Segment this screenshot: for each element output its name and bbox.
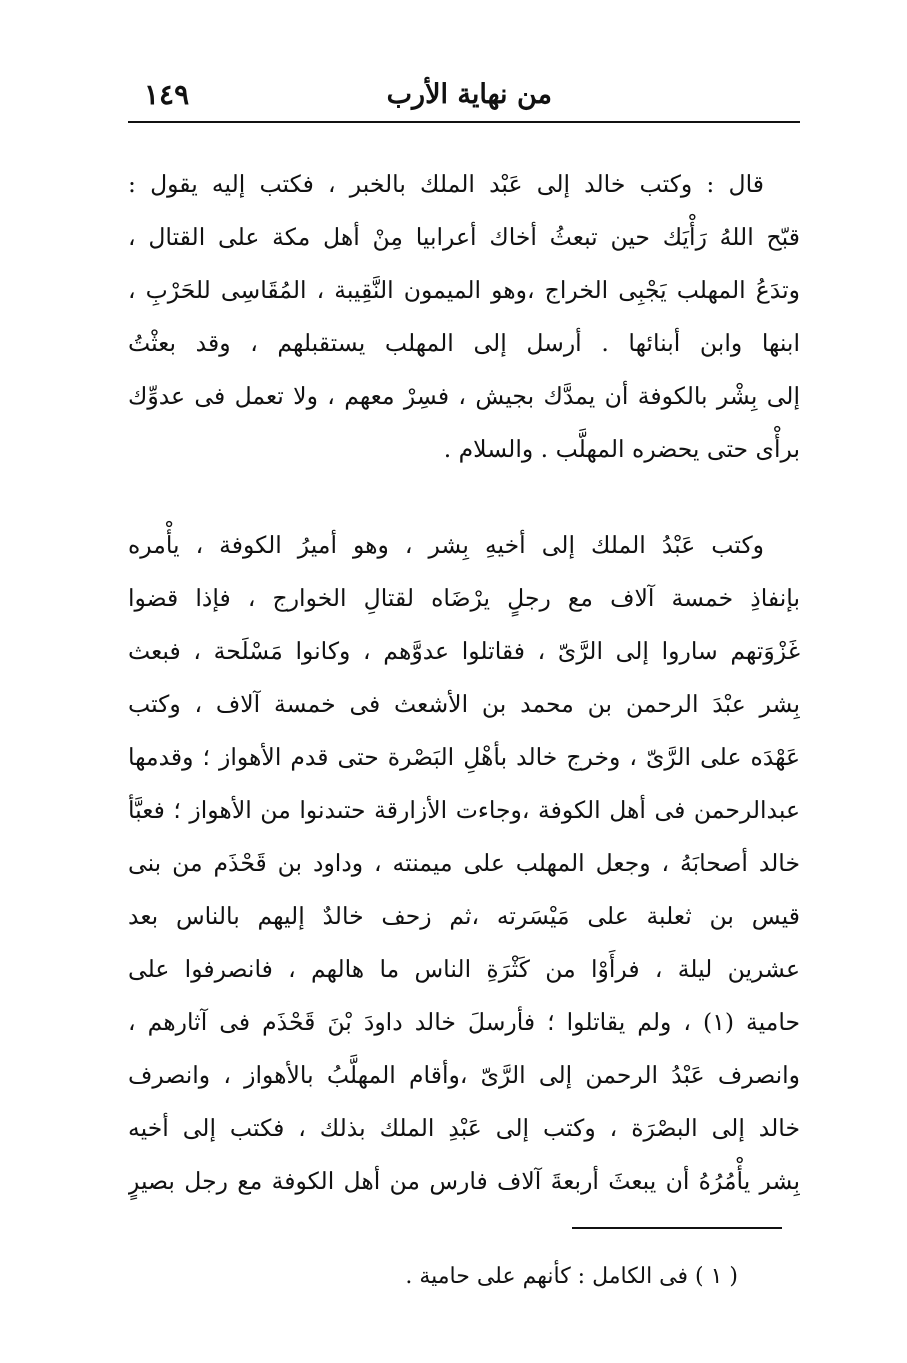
page-header bbox=[128, 74, 800, 118]
text-line: وكتب عَبْدُ الملك إلى أخيهِ بِشر ، وهو أميرُ الكوفة ، يأْمره bbox=[128, 531, 764, 559]
body-text bbox=[128, 158, 800, 1208]
text-line: قبّح اللهُ رَأْيَك حين تبعثُ أخاك أعرابيا مِنْ أهل مكة على القتال ، bbox=[128, 223, 800, 251]
text-line: غَزْوَتهم ساروا إلى الرَّىّ ، فقاتلوا عدوَّهم ، وكانوا مَسْلَحة ، فبعث bbox=[128, 637, 800, 665]
text-line: بإنفاذِ خمسة آلاف مع رجلٍ يرْضَاه لقتالِ الخوارج ، فإذا قضوا bbox=[128, 584, 800, 612]
header-rule bbox=[128, 121, 800, 123]
footnote: ( ١ ) فى الكامل : كأنهم على حامية . bbox=[405, 1264, 738, 1289]
text-line: عشرين ليلة ، فرأَوْا من كَثْرَةِ الناس ما هالهم ، فانصرفوا على bbox=[128, 955, 800, 983]
paragraph-2 bbox=[128, 519, 800, 1208]
text-line: ابنها وابن أبنائها . أرسل إلى المهلب يستقبلهم ، وقد بعثْتُ bbox=[128, 329, 800, 357]
text-line: بِشر يأْمُرُهُ أن يبعثَ أربعةَ آلاف فارس من أهل الكوفة مع رجل بصيرٍ bbox=[128, 1167, 800, 1195]
running-title: من نهاية الأرب bbox=[386, 79, 552, 110]
text-line: برأْى حتى يحضره المهلَّب . والسلام . bbox=[443, 435, 800, 463]
text-line: عبدالرحمن فى أهل الكوفة ،وجاءت الأزارقة حتىدنوا من الأهواز ؛ فعبَّأ bbox=[128, 796, 800, 824]
text-line: وانصرف عَبْدُ الرحمن إلى الرَّىّ ،وأقام المهلَّبُ بالأهواز ، وانصرف bbox=[128, 1061, 800, 1089]
text-line: وتدَعُ المهلب يَجْبِى الخراج ،وهو الميمون النَّقِيبة ، المُقَاسِى للحَرْبِ ، bbox=[128, 276, 800, 304]
text-line: خالد أصحابَهُ ، وجعل المهلب على ميمنته ، وداود بن قَحْذَم من بنى bbox=[128, 849, 800, 877]
page-number: ١٤٩ bbox=[144, 78, 190, 111]
text-line: قيس بن ثعلبة على مَيْسَرته ،ثم زحف خالدٌ إليهم بالناس بعد bbox=[128, 902, 800, 930]
text-line: بِشر عبْدَ الرحمن بن محمد بن الأشعث فى خمسة آلاف ، وكتب bbox=[128, 690, 800, 718]
text-line: عَهْدَه على الرَّىّ ، وخرج خالد بأهْلِ البَصْرة حتى قدم الأهواز ؛ وقدمها bbox=[128, 743, 800, 771]
paragraph-1 bbox=[128, 158, 800, 476]
footnote-rule bbox=[572, 1227, 782, 1229]
text-line: خالد إلى البصْرَة ، وكتب إلى عَبْدِ الملك بذلك ، فكتب إلى أخيه bbox=[128, 1114, 800, 1142]
text-line: إلى بِشْر بالكوفة أن يمدَّك بجيش ، فسِرْ معهم ، ولا تعمل فى عدوِّك bbox=[128, 382, 800, 410]
text-line: قال : وكتب خالد إلى عَبْد الملك بالخبر ، فكتب إليه يقول : bbox=[128, 170, 764, 198]
text-line: حامية (١) ، ولم يقاتلوا ؛ فأرسلَ خالد داودَ بْنَ قَحْذَم فى آثارهم ، bbox=[128, 1008, 800, 1036]
